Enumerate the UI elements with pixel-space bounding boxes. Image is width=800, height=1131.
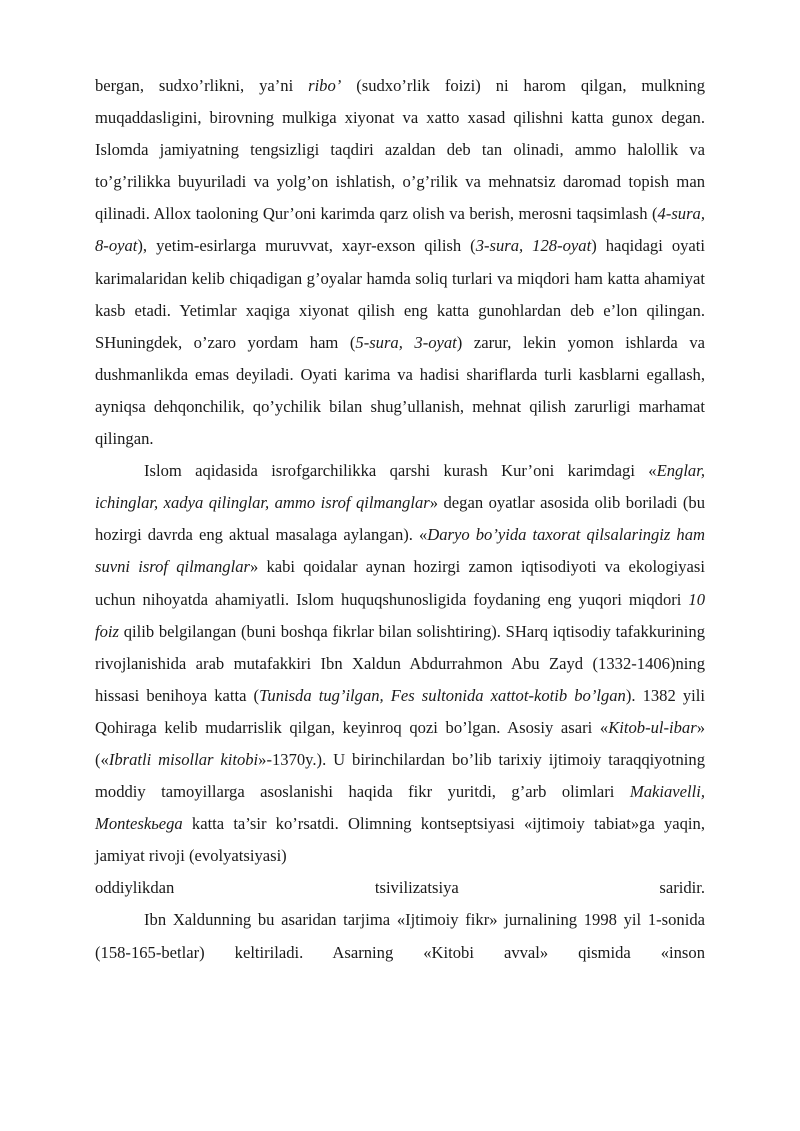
paragraph-2-last-line: oddiylikdan tsivilizatsiya saridir. xyxy=(95,878,705,898)
italic-run: Ibratli misollar kitobi xyxy=(108,749,259,769)
italic-run: Kitob-ul-ibar xyxy=(608,717,697,737)
italic-run: 3-sura, 128-oyat xyxy=(475,236,592,256)
document-page xyxy=(95,70,705,969)
italic-run: Tunisda tug’ilgan, Fes sultonida xattot-kotib bo’lgan xyxy=(259,685,626,705)
paragraph-1: bergan, sudxo’rlikni, ya’ni ribo’ (sudxo’rlik foizi) ni harom qilgan, mulkning muqaddasligini, birovning mulkiga xiyonat va xatto xasad qilishni katta gunox degan. Islomda jamiyatning tengsizligi taqdiri azaldan deb tan olinadi, ammo halollik va to’g’rilikka buyuriladi va yolg’on ishlatish, o’g’rilik va mehnatsiz daromad topish man qilinadi. Allox taoloning Qur’oni karimda qarz olish va berish, merosni taqsimlash (4-sura, 8-oyat), yetim-esirlarga muruvvat, xayr-exson qilish (3-sura, 128-oyat) haqidagi oyati karimalaridan kelib chiqadigan g’oyalar hamda soliq turlari va miqdori ham katta ahamiyat kasb etadi. Yetimlar xaqiga xiyonat qilish eng katta gunohlardan deb e’lon qilingan. SHuningdek, o’zaro yordam ham (5-sura, 3-oyat) zarur, lekin yomon ishlarda va dushmanlikda emas deyiladi. Oyati karima va hadisi shariflarda turli kasblarni egallash, ayniqsa dehqonchilik, qo’ychilik bilan shug’ullanish, mehnat qilish zarurligi marhamat qilingan. xyxy=(95,76,706,449)
paragraph-3: Ibn Xaldunning bu asaridan tarjima «Ijtimoiy fikr» jurnalining 1998 yil 1-sonida (158-165-betlar) keltiriladi. Asarning «Kitobi avval» qismida «inson xyxy=(95,910,705,962)
paragraph-2: Islom aqidasida isrofgarchilikka qarshi kurash Kur’oni karimdagi «Englar, ichinglar, xadya qilinglar, ammo isrof qilmanglar» degan oyatlar asosida olib boriladi (bu hozirgi davrda eng aktual masalaga aylangan). «Daryo bo’yida taxorat qilsalaringiz ham suvni isrof qilmanglar» kabi qoidalar aynan hozirgi zamon iqtisodiyoti va ekologiyasi uchun nihoyatda ahamiyatli. Islom huquqshunosligida foydaning eng yuqori miqdori 10 foiz qilib belgilangan (buni boshqa fikrlar bilan solishtiring). SHarq iqtisodiy tafakkurining rivojlanishida arab mutafakkiri Ibn Xaldun Abdurrahmon Abu Zayd (1332-1406)ning hissasi benihoya katta (Tunisda tug’ilgan, Fes sultonida xattot-kotib bo’lgan). 1382 yili Qohiraga kelib mudarrislik qilgan, keyinroq qozi bo’lgan. Asosiy asari «Kitob-ul-ibar» («Ibratli misollar kitobi»-1370y.). U birinchilardan bo’lib tarixiy ijtimoiy taraqqiyotning moddiy tamoyillarga asoslanishi haqida fikr yuritdi, g’arb olimlari Makiavelli, Monteskьega katta ta’sir ko’rsatdi. Olimning kontseptsiyasi «ijtimoiy tabiat»ga yaqin, jamiyat rivoji (evolyatsiyasi) xyxy=(95,461,706,866)
italic-run: Englar, ichinglar, xadya qilinglar, ammo isrof qilmanglar xyxy=(95,461,705,513)
italic-run: ribo’ xyxy=(308,76,342,95)
italic-run: 5-sura, 3-oyat xyxy=(355,332,457,352)
italic-run: 4-sura, 8-oyat xyxy=(95,204,705,256)
italic-run: Daryo bo’yida taxorat qilsalaringiz ham suvni isrof qilmanglar xyxy=(95,525,706,577)
italic-run: 10 foiz xyxy=(95,589,705,641)
italic-run: Makiavelli, Monteskьega xyxy=(95,782,705,834)
